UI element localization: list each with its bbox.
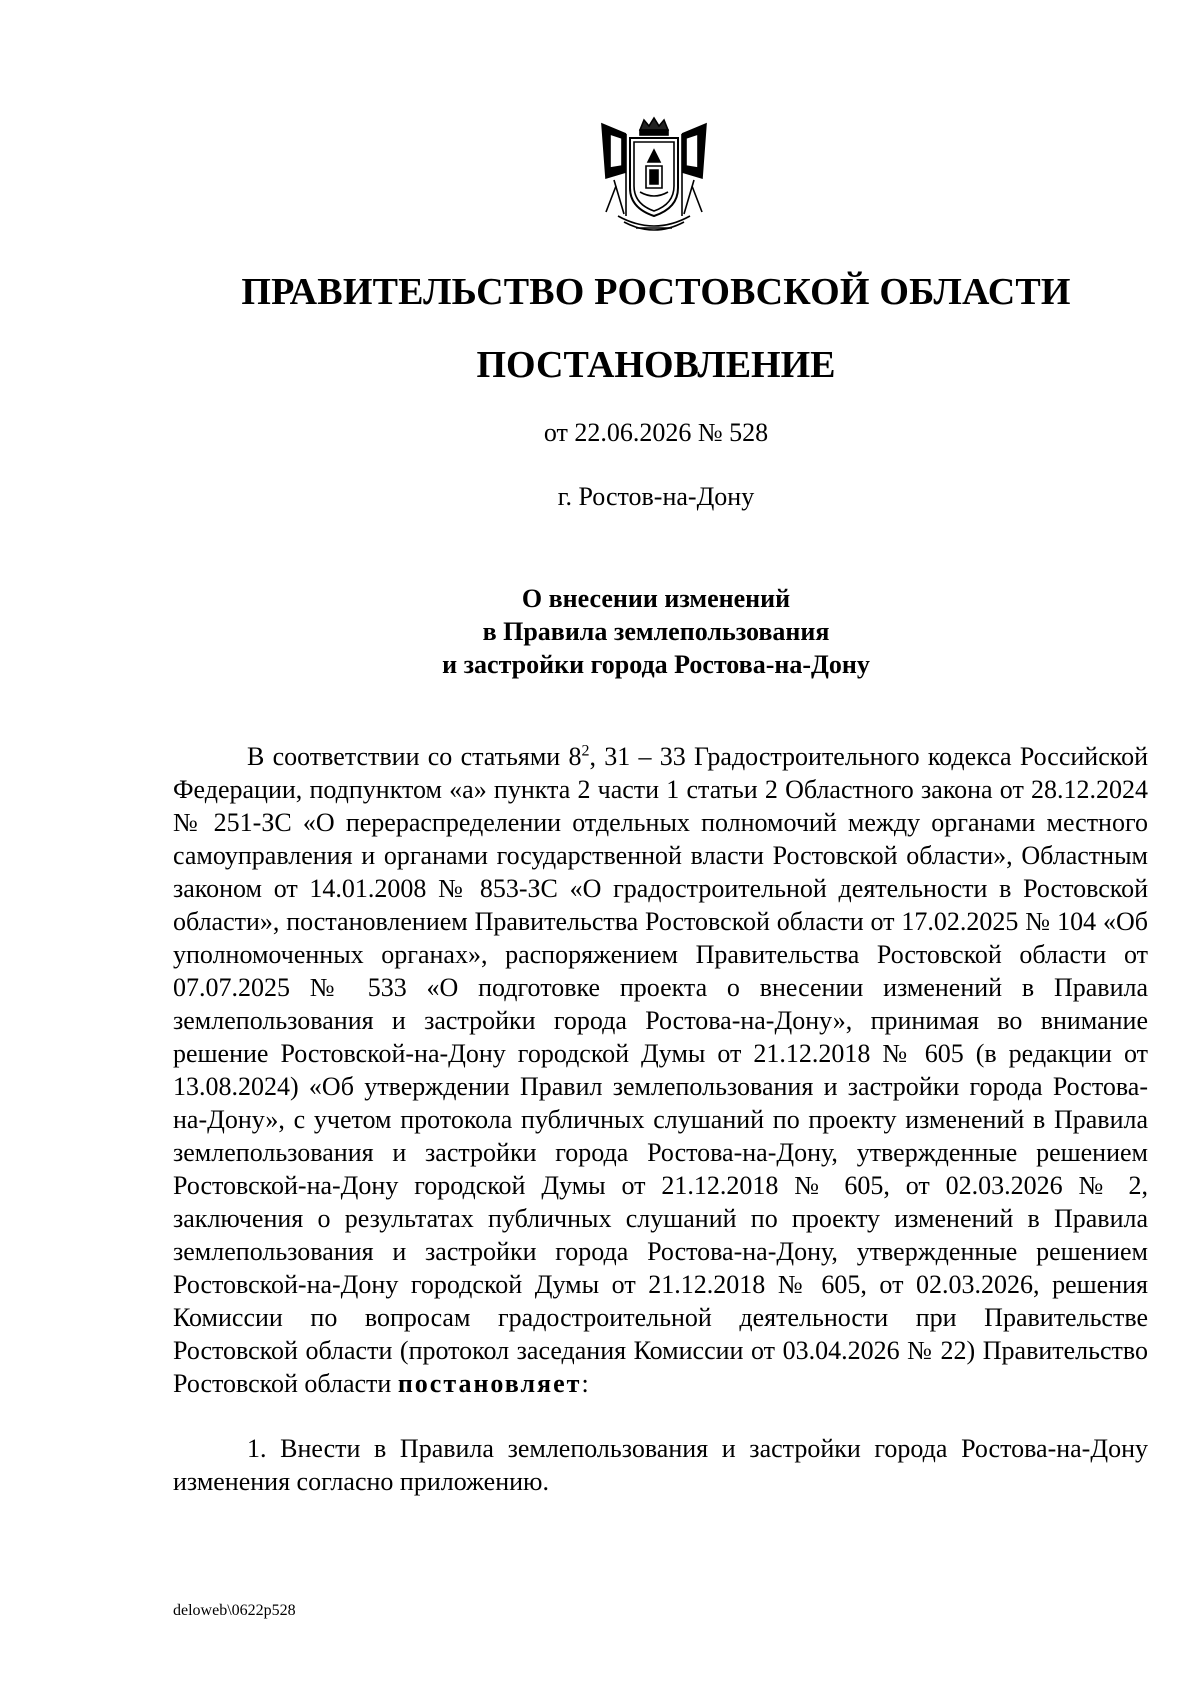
document-date-number: от 22.06.2026 № 528 (543, 418, 769, 447)
preamble-text-main: , 31 – 33 Градостроительного кодекса Российской Федерации, подпунктом «а» пункта 2 части 1 статьи 2 Областного закона от 28.12.2024 № 251-ЗС «О перераспределении отдельных полномочий между органами местного самоуправления и органами государственной власти Ростовской области», Областным законом от 14.01.2008 № 853-ЗС «О градостроительной деятельности в Ростовской области», постановлением Правительства Ростовской области от 17.02.2025 № 104 «Об уполномоченных органах», распоряжением Правительства Ростовской области от 07.07.2025 № 533 «О подготовке проекта о внесении изменений в Правила землепользования и застройки города Ростова-на-Дону», принимая во внимание решение Ростовской-на-Дону городской Думы от 21.12.2018 № 605 (в редакции от 13.08.2024) «Об утверждении Правил землепользования и застройки города Ростова-на-Дону», с учетом протокола публичных слушаний по проекту изменений в Правила землепользования и застройки города Ростова-на-Дону, утвержденные решением Ростовской-на-Дону городской Думы от 21.12.2018 № 605, от 02.03.2026 № 2, заключения о результатах публичных слушаний по проекту изменений в Правила землепользования и застройки города Ростова-на-Дону, утвержденные решением Ростовской-на-Дону городской Думы от 21.12.2018 № 605, от 02.03.2026, решения Комиссии по вопросам градостроительной деятельности при Правительстве Ростовской области (протокол заседания Комиссии от 03.04.2026 № 22) Правительство Ростовской области (173, 742, 1148, 1398)
preamble-paragraph (173, 740, 1148, 1400)
preamble-colon: : (581, 1369, 589, 1398)
document-file-code: deloweb\0622p528 (173, 1602, 296, 1619)
coat-of-arms-icon (596, 116, 712, 238)
subject-line-1: О внесении изменений (521, 584, 791, 613)
document-type: ПОСТАНОВЛЕНИЕ (476, 344, 836, 386)
preamble-text-start: В соответствии со статьями 8 (247, 742, 582, 771)
article-superscript: 2 (581, 742, 590, 760)
document-body (173, 740, 1148, 1498)
government-name: ПРАВИТЕЛЬСТВО РОСТОВСКОЙ ОБЛАСТИ (241, 271, 1071, 313)
document-subject (0, 582, 1200, 681)
document-city: г. Ростов-на-Дону (557, 482, 755, 511)
item-1-paragraph: 1. Внести в Правила землепользования и застройки города Ростова-на-Дону изменения согласно приложению. (173, 1434, 1148, 1496)
subject-line-2: в Правила землепользования (482, 617, 830, 646)
resolves-word: постановляет (397, 1369, 582, 1398)
subject-line-3: и застройки города Ростова-на-Дону (442, 650, 870, 679)
